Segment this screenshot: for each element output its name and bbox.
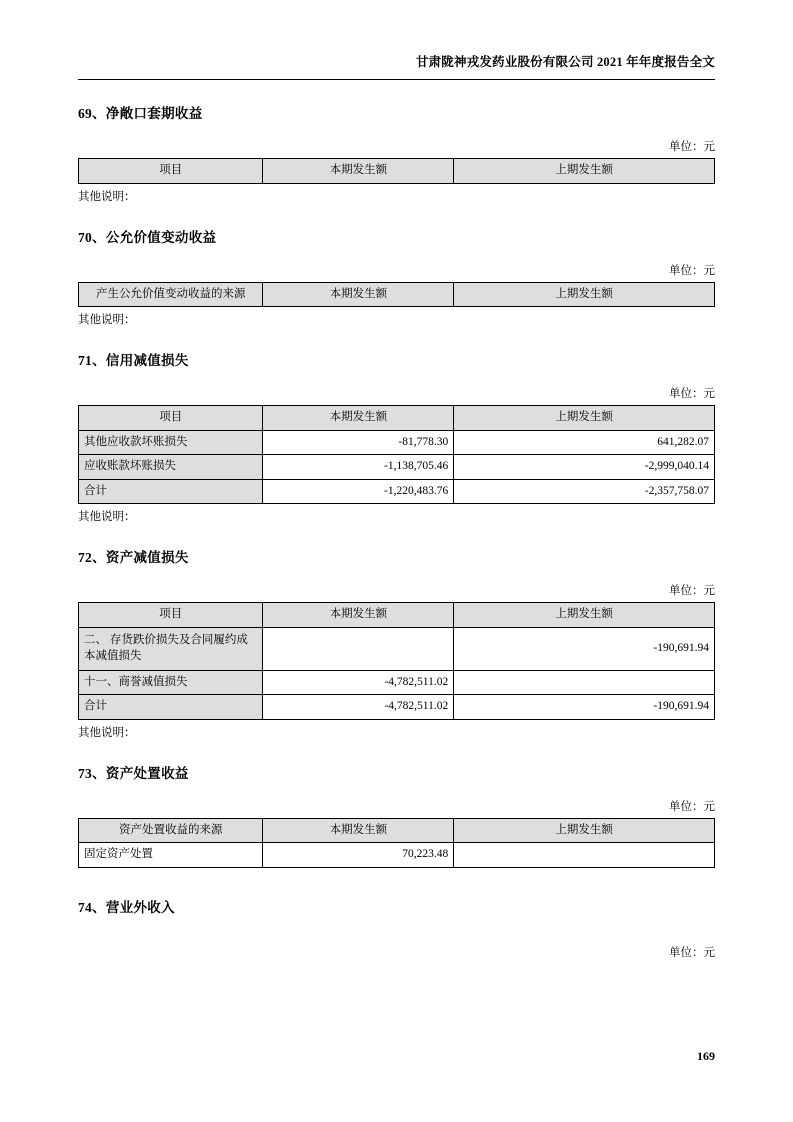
section-heading-74: 74、营业外收入 (78, 899, 175, 915)
table-row (79, 455, 715, 480)
column-header: 项目 (79, 603, 263, 628)
table-header-row (79, 603, 715, 628)
column-header: 上期发生额 (454, 603, 715, 628)
row-value-previous: -190,691.94 (454, 695, 715, 720)
row-value-current: 70,223.48 (263, 843, 454, 868)
table-row (79, 430, 715, 455)
unit-label-70: 单位：元 (669, 264, 715, 277)
page-header (78, 0, 715, 70)
table-row-total (79, 695, 715, 720)
row-value-current: -81,778.30 (263, 430, 454, 455)
row-label: 合计 (79, 695, 263, 720)
section-heading-70: 70、公允价值变动收益 (78, 229, 217, 245)
row-value-current: -4,782,511.02 (263, 695, 454, 720)
column-header: 项目 (79, 159, 263, 184)
note-70: 其他说明： (78, 314, 136, 327)
row-label: 合计 (79, 479, 263, 504)
row-value-current (263, 627, 454, 670)
row-value-current: -4,782,511.02 (263, 670, 454, 695)
row-label: 固定资产处置 (79, 843, 263, 868)
row-label: 十一、商誉减值损失 (79, 670, 263, 695)
table-header-row (79, 818, 715, 843)
row-value-current: -1,220,483.76 (263, 479, 454, 504)
note-71: 其他说明： (78, 511, 136, 524)
column-header: 上期发生额 (454, 818, 715, 843)
row-value-previous (454, 670, 715, 695)
section-heading-69: 69、净敞口套期收益 (78, 106, 203, 121)
row-value-current: -1,138,705.46 (263, 455, 454, 480)
unit-label-73: 单位：元 (669, 800, 715, 813)
running-title: 甘肃陇神戎发药业股份有限公司 2021 年年度报告全文 (415, 55, 715, 69)
section-heading-72: 72、资产减值损失 (78, 550, 189, 566)
note-69: 其他说明： (78, 190, 136, 203)
column-header: 资产处置收益的来源 (79, 818, 263, 843)
row-value-previous: -190,691.94 (454, 627, 715, 670)
table-row (79, 843, 715, 868)
row-value-previous: 641,282.07 (454, 430, 715, 455)
table-header-row (79, 159, 715, 184)
column-header: 项目 (79, 406, 263, 431)
column-header: 本期发生额 (263, 406, 454, 431)
unit-label-71: 单位：元 (669, 388, 715, 401)
row-label: 其他应收款坏账损失 (79, 430, 263, 455)
section-heading-73: 73、资产处置收益 (78, 765, 189, 781)
column-header: 上期发生额 (454, 159, 715, 184)
column-header: 上期发生额 (454, 282, 715, 307)
note-72: 其他说明： (78, 726, 136, 739)
column-header: 产生公允价值变动收益的来源 (79, 282, 263, 307)
unit-label-74: 单位：元 (669, 946, 715, 959)
column-header: 本期发生额 (263, 603, 454, 628)
page-number: 169 (697, 1049, 715, 1063)
unit-label-69: 单位：元 (669, 141, 715, 153)
section-heading-71: 71、信用减值损失 (78, 353, 189, 369)
table-71 (78, 405, 715, 504)
row-value-previous (454, 843, 715, 868)
row-value-previous: -2,999,040.14 (454, 455, 715, 480)
column-header: 本期发生额 (263, 159, 454, 184)
table-72 (78, 602, 715, 720)
unit-label-72: 单位：元 (669, 585, 715, 598)
table-69 (78, 158, 715, 184)
table-70 (78, 282, 715, 308)
row-label: 应收账款坏账损失 (79, 455, 263, 480)
table-header-row (79, 406, 715, 431)
table-73 (78, 818, 715, 868)
column-header: 本期发生额 (263, 282, 454, 307)
table-row (79, 627, 715, 670)
column-header: 本期发生额 (263, 818, 454, 843)
header-divider (78, 79, 715, 80)
table-header-row (79, 282, 715, 307)
table-row (79, 670, 715, 695)
row-value-previous: -2,357,758.07 (454, 479, 715, 504)
table-row-total (79, 479, 715, 504)
column-header: 上期发生额 (454, 406, 715, 431)
row-label: 二、 存货跌价损失及合同履约成本减值损失 (79, 627, 263, 670)
